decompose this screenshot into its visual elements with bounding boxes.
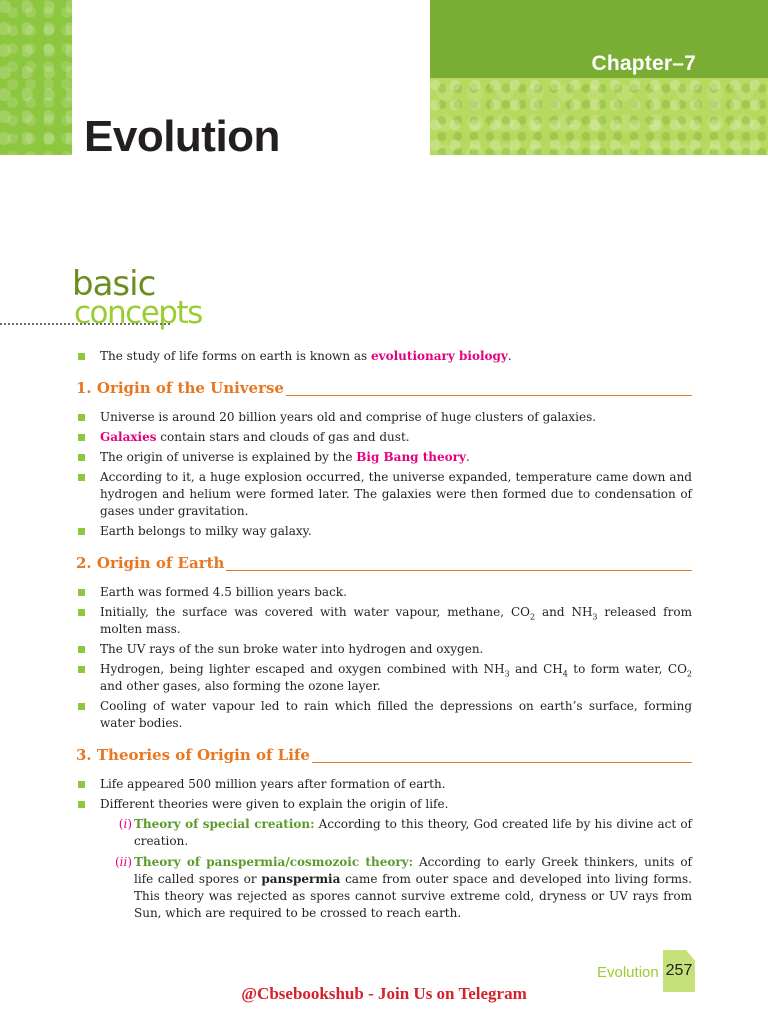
universe-list	[76, 409, 692, 540]
list-item: The origin of universe is explained by the Big Bang theory.	[76, 449, 692, 466]
footer-chapter-label: Evolution	[597, 964, 659, 981]
section-heading-earth: 2. Origin of Earth	[76, 554, 692, 572]
list-item: Earth belongs to milky way galaxy.	[76, 523, 692, 540]
list-item: Initially, the surface was covered with water vapour, methane, $CO_2$ and $NH_3$ released from molten mass.	[76, 604, 692, 638]
list-item: Earth was formed 4.5 billion years back.	[76, 584, 692, 601]
content	[76, 348, 692, 926]
basic-word: basic	[72, 264, 156, 304]
list-item: Universe is around 20 billion years old and comprise of huge clusters of galaxies.	[76, 409, 692, 426]
chapter-title: Evolution	[84, 112, 280, 161]
dotted-divider	[0, 323, 170, 325]
sub-item-panspermia: (ii) Theory of panspermia/cosmozoic theory: According to early Greek thinkers, units of life called spores or panspermia came from outer space and developed into living forms. This theory was rejected as spores cannot survive extreme cold, dryness or UV rays from Sun, which are required to be crossed to reach earth.	[114, 855, 693, 920]
list-item: Different theories were given to explain the origin of life.	[76, 796, 692, 813]
concepts-word: concepts	[74, 294, 202, 331]
list-item: Galaxies contain stars and clouds of gas and dust.	[76, 429, 692, 446]
header-pattern	[430, 78, 768, 155]
list-item: Cooling of water vapour led to rain which filled the depressions on earth’s surface, forming water bodies.	[76, 698, 692, 732]
chapter-label: Chapter–7	[591, 52, 696, 75]
list-item: Life appeared 500 million years after formation of earth.	[76, 776, 692, 793]
list-item: The study of life forms on earth is known as evolutionary biology.	[76, 348, 692, 365]
page-number: 257	[665, 962, 693, 979]
intro-list	[76, 348, 692, 365]
list-item: According to it, a huge explosion occurred, the universe expanded, temperature came down and hydrogen and helium were formed later. The galaxies were then formed due to condensation of gases under gravitation.	[76, 469, 692, 520]
section-heading-life: 3. Theories of Origin of Life	[76, 746, 692, 764]
life-list	[76, 776, 692, 813]
section-heading-universe: 1. Origin of the Universe	[76, 379, 692, 397]
basic-concepts-logo	[72, 264, 202, 331]
header-band-right	[430, 0, 768, 155]
earth-list	[76, 584, 692, 732]
sub-item-special-creation: (i) Theory of special creation: According to this theory, God created life by his divine act of creation.	[118, 817, 692, 848]
telegram-watermark[interactable]: @Cbsebookshub - Join Us on Telegram	[241, 984, 527, 1003]
list-item: Hydrogen, being lighter escaped and oxygen combined with $NH_3$ and $CH_4$ to form water, $CO_2$ and other gases, also forming the ozone layer.	[76, 661, 692, 695]
list-item: The UV rays of the sun broke water into hydrogen and oxygen.	[76, 641, 692, 658]
header-band-left	[0, 0, 72, 155]
